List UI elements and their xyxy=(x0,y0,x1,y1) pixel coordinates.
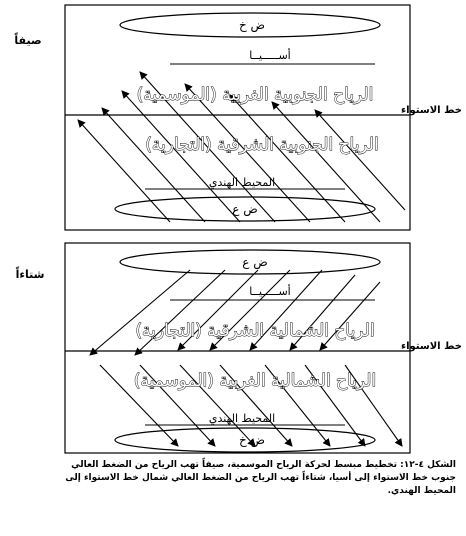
winter-lower-wind-label: الرياح الشمالية الغربية (الموسمية) xyxy=(133,371,377,391)
winter-top-pressure-label: ض ع xyxy=(242,255,268,269)
winter-asia-label: أســـــيــا xyxy=(249,285,291,298)
summer-upper-wind-label: الرياح الجنوبية الغربية (الموسمية) xyxy=(136,85,374,105)
wind-arrow xyxy=(135,270,225,355)
summer-frame xyxy=(65,5,410,230)
summer-bottom-pressure-label: ض ع xyxy=(232,202,258,216)
wind-arrow xyxy=(272,102,380,222)
figure-caption: الشكل ٤-١٢: تخطيط مبسط لحركة الرياح الموسمية، صيفاً تهب الرياح من الضغط العالي جنوب خط الاستواء إلى أسيا، شتاءاً تهب الرياح من الضغط العالي شمال خط الاستواء إلى المحيط الهندي. xyxy=(65,460,456,496)
wind-arrow xyxy=(102,108,205,222)
winter-season-label: شتاءاً xyxy=(15,268,45,281)
wind-arrow xyxy=(90,270,190,355)
winter-bottom-pressure-label: ض خ xyxy=(238,433,266,447)
summer-lower-wind-label: الرياح الجنوبية الشرقية (التجارية) xyxy=(145,135,379,155)
summer-asia-label: أســـــيــا xyxy=(249,49,291,62)
wind-arrow xyxy=(315,110,405,210)
summer-season-label: صيفاً xyxy=(14,34,42,47)
summer-equator-label: خط الاستواء xyxy=(401,105,462,116)
summer-panel xyxy=(14,5,462,230)
summer-ocean-label: المحيط الهندي xyxy=(208,176,276,189)
winter-ocean-label: المحيط الهندي xyxy=(208,412,276,425)
winter-panel xyxy=(16,243,462,453)
winter-upper-wind-label: الرياح الشمالية الشرقية (التجارية) xyxy=(135,321,375,341)
winter-equator-label: خط الاستواء xyxy=(401,341,462,352)
summer-top-pressure-label: ض خ xyxy=(238,18,266,32)
